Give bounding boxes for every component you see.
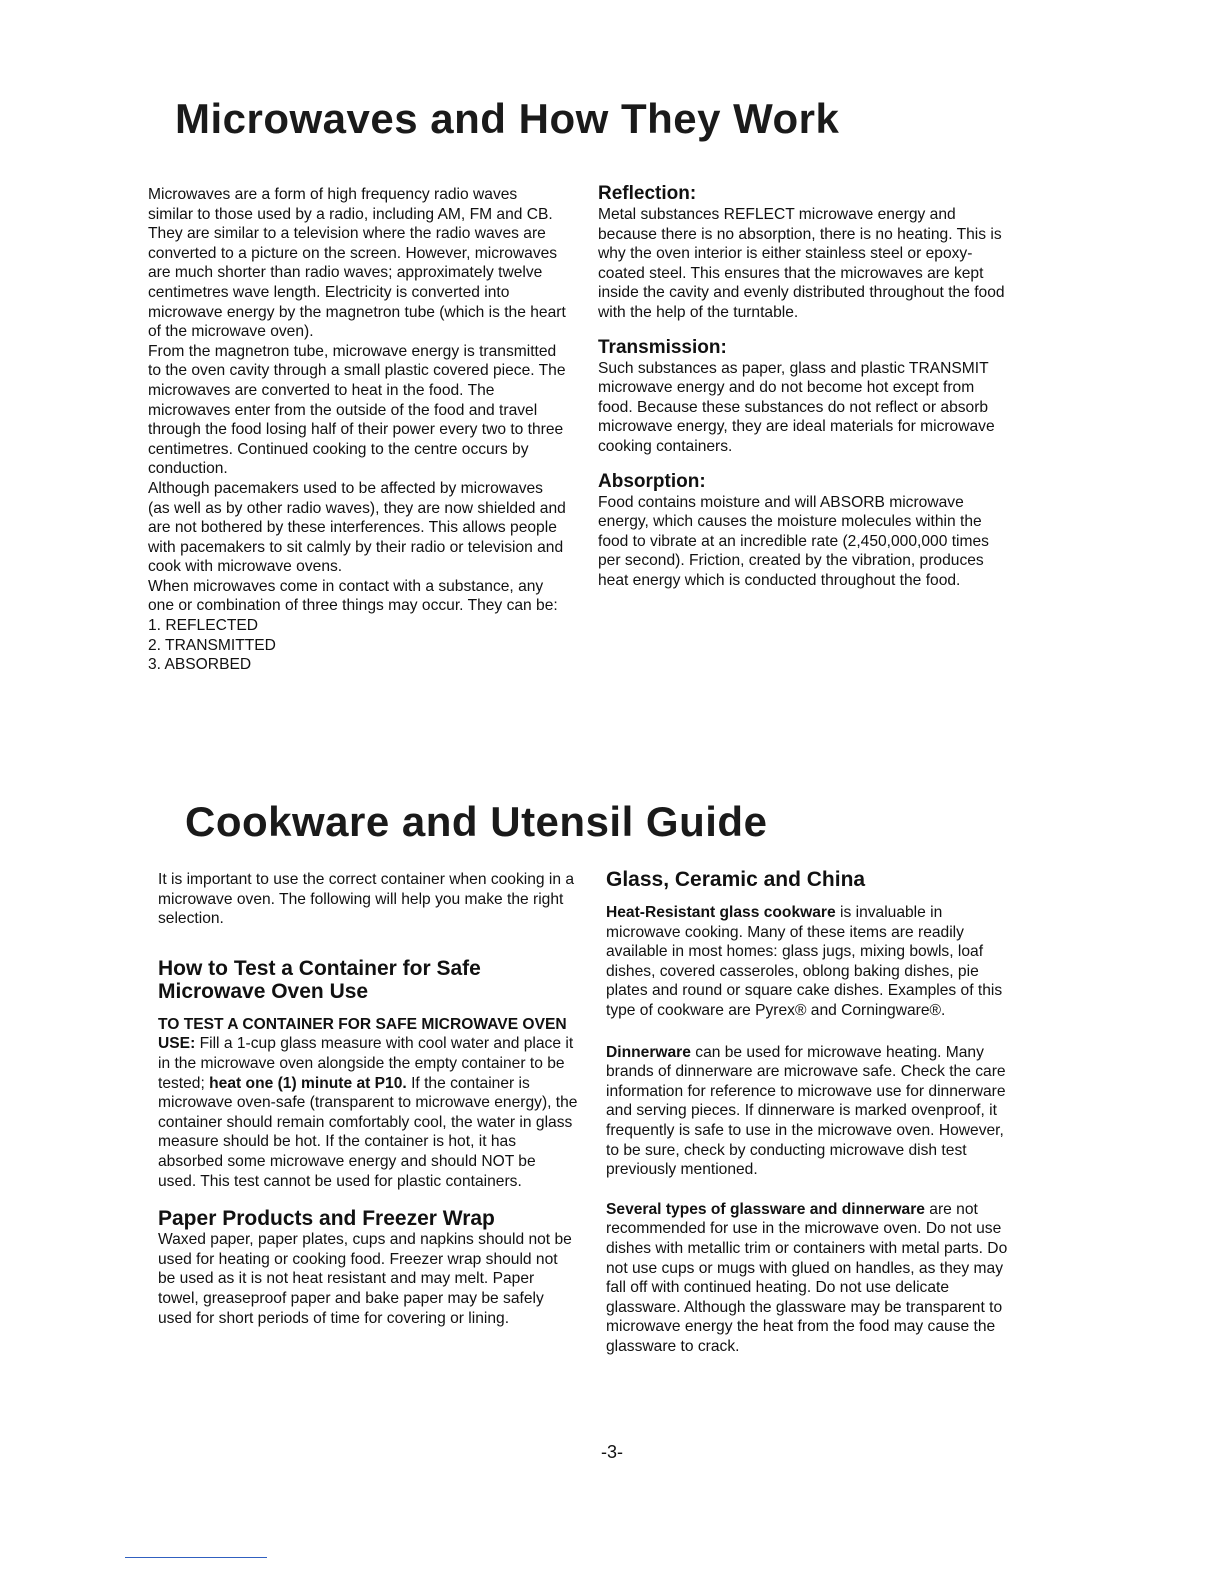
absorption-heading: Absorption: — [598, 470, 706, 492]
absorption-text: Food contains moisture and will ABSORB microwave energy, which causes the moisture molecules within the food to vibrate at an incredible rate (2,450,000,000 times per second). Friction, created by the vibration, produces heat energy which is conducted throughout the food. — [598, 493, 989, 589]
effects-column — [598, 183, 1008, 591]
cookware-right-column — [606, 868, 1016, 1356]
cookware-left-column — [158, 870, 578, 1328]
glassware-paragraph — [606, 1200, 1016, 1357]
test-bold-time: heat one (1) minute at P10. — [209, 1074, 407, 1092]
reflection-heading: Reflection: — [598, 183, 697, 204]
intro-paragraph: When microwaves come in contact with a substance, any one or combination of three things may occur. They can be: — [148, 577, 558, 615]
dinnerware-lead: Dinnerware — [606, 1043, 691, 1061]
section-title-microwaves: Microwaves and How They Work — [175, 95, 840, 142]
transmission-text: Such substances as paper, glass and plastic TRANSMIT microwave energy and do not become hot except from food. Because these substances do not reflect or absorb microwave energy, they are ideal materials for microwave cooking containers. — [598, 359, 995, 455]
test-lead: TO TEST A CONTAINER FOR SAFE MICROWAVE OVEN USE: — [158, 1015, 567, 1053]
paper-products-heading: Paper Products and Freezer Wrap — [158, 1207, 495, 1231]
intro-paragraph: Microwaves are a form of high frequency radio waves similar to those used by a radio, including AM, FM and CB. They are similar to a television where the radio waves are converted to a picture on the screen. However, microwaves are much shorter than radio waves; approximately twelve centimetres wave length. Electricity is converted into microwave energy by the magnetron tube (which is the heart of the microwave oven). — [148, 186, 566, 341]
test-container-text — [158, 1015, 578, 1191]
glass-lead: Heat-Resistant glass cookware — [606, 904, 836, 921]
list-item: 2. TRANSMITTED — [148, 636, 276, 654]
test-text-a: Fill a 1-cup glass measure with cool water and place it in the microwave oven alongside the empty container to be tested; — [158, 1035, 574, 1092]
reflection-text: Metal substances REFLECT microwave energy and because there is no absorption, there is no heating. This is why the oven interior is either stainless steel or epoxy-coated steel. This ensures that the microwaves are kept inside the cavity and evenly distributed throughout the food with the help of the turntable. — [598, 206, 1005, 321]
paper-products-text: Waxed paper, paper plates, cups and napkins should not be used for heating or cooking food. Freezer wrap should not be used as it is not heat resistant and may melt. Paper towel, greaseproof paper and bake paper may be safely used for short periods of time for covering or lining. — [158, 1231, 572, 1327]
glass-ceramic-heading: Glass, Ceramic and China — [606, 868, 866, 891]
intro-paragraph: From the magnetron tube, microwave energy is transmitted to the oven cavity through a small plastic covered piece. The microwaves are converted to heat in the food. The microwaves enter from the outside of the food and travel through the food losing half of their power every two to three centimetres. Continued cooking to the centre occurs by conduction. — [148, 342, 566, 478]
cookware-intro: It is important to use the correct container when cooking in a microwave oven. The following will help you make the right selection. — [158, 871, 575, 928]
test-container-heading: How to Test a Container for Safe Microwave Oven Use — [158, 956, 481, 1003]
glassware-text: are not recommended for use in the microwave oven. Do not use dishes with metallic trim or containers with metal parts. Do not use cups or mugs with glued on handles, as they may fall off with continued heating. Do not use delicate glassware. Although the glassware may be transparent to microwave energy the heat from the food may cause the glassware to crack. — [606, 1200, 1008, 1355]
dinnerware-paragraph — [606, 1043, 1016, 1180]
glass-text: is invaluable in microwave cooking. Many of these items are readily available in most homes: glass jugs, mixing bowls, loaf dishes, covered casseroles, oblong baking dishes, pie plates and round or square cake dishes. Examples of this type of cookware are Pyrex® and Corningware®. — [606, 904, 1003, 1019]
intro-paragraph: Although pacemakers used to be affected by microwaves (as well as by other radio waves), they are now shielded and are not bothered by these interferences. This allows people with pacemakers to sit calmly by their radio or television and cook with microwave ovens. — [148, 479, 566, 576]
effects-list — [148, 616, 566, 675]
underline-mark — [125, 1557, 267, 1558]
section-title-cookware: Cookware and Utensil Guide — [185, 798, 768, 845]
list-item: 1. REFLECTED — [148, 617, 259, 635]
microwaves-intro-column — [148, 185, 566, 675]
page-number: -3- — [601, 1442, 623, 1462]
transmission-heading: Transmission: — [598, 336, 727, 358]
test-text-b: If the container is microwave oven-safe (transparent to microwave energy), the container should remain comfortably cool, the water in glass measure should be hot. If the container is hot, it has absorbed some microwave energy and should NOT be used. This test cannot be used for plastic containers. — [158, 1074, 578, 1190]
dinnerware-text: can be used for microwave heating. Many brands of dinnerware are microwave safe. Check the care information for reference to microwave use for dinnerware and serving pieces. If dinnerware is marked ovenproof, it frequently is safe to use in the microwave oven. However, to be sure, check by conducting microwave dish test previously mentioned. — [606, 1043, 1006, 1179]
list-item: 3. ABSORBED — [148, 656, 252, 674]
glass-paragraph — [606, 903, 1016, 1021]
glassware-lead: Several types of glassware and dinnerware — [606, 1200, 925, 1218]
